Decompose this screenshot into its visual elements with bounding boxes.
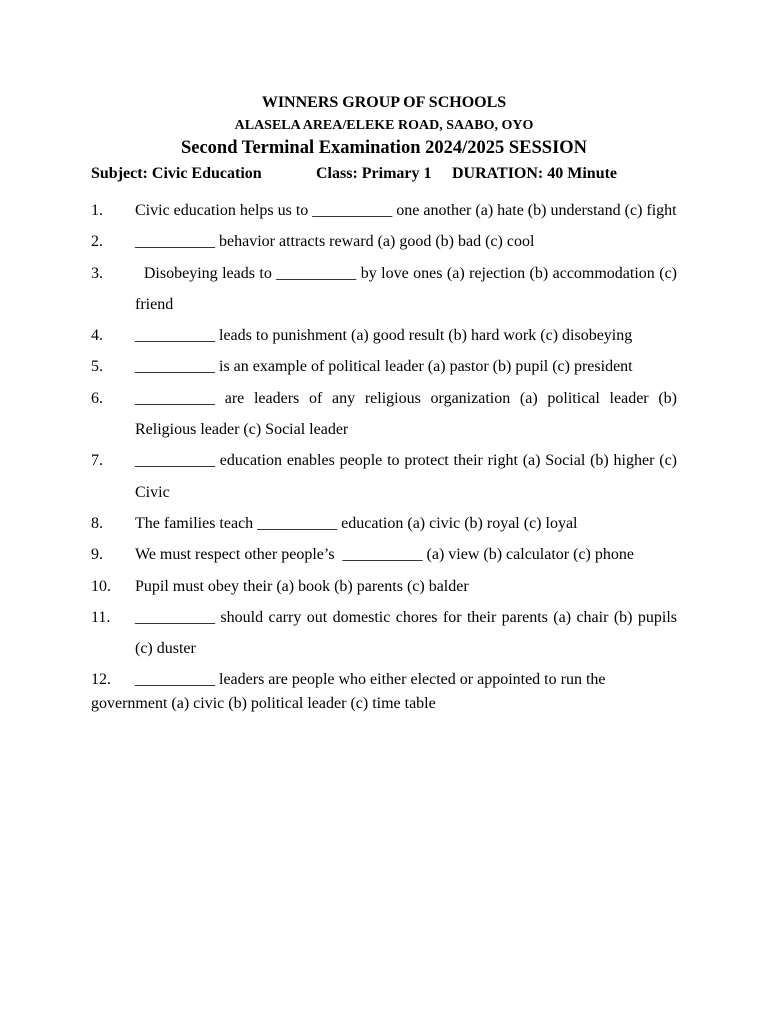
question-number: 2.: [91, 233, 103, 251]
question-text: We must respect other people’s __________ (a) view (b) calculator (c) phone: [135, 546, 634, 564]
question-item: [91, 571, 677, 602]
question-item: [91, 445, 677, 508]
question-number: 7.: [91, 452, 103, 470]
question-item: [91, 508, 677, 539]
question-number: 11.: [91, 608, 111, 626]
question-number: 10.: [91, 577, 111, 595]
question-text: __________ leads to punishment (a) good result (b) hard work (c) disobeying: [135, 327, 633, 345]
question-number: 8.: [91, 514, 103, 532]
question-text: __________ education enables people to protect their right (a) Social (b) higher (c) Civic: [135, 452, 677, 501]
question-text: __________ leaders are people who either elected or appointed to run the government (a) civic (b) political leader (c) time table: [91, 671, 606, 712]
question-text: __________ should carry out domestic chores for their parents (a) chair (b) pupils (c) duster: [135, 608, 677, 658]
question-text: __________ behavior attracts reward (a) good (b) bad (c) cool: [135, 233, 535, 251]
question-item: [91, 195, 677, 226]
question-text: __________ is an example of political leader (a) pastor (b) pupil (c) president: [135, 358, 633, 376]
duration-label: DURATION: 40 Minute: [452, 165, 618, 182]
question-item: [91, 383, 677, 446]
question-text: __________ are leaders of any religious organization (a) political leader (b) Religious leader (c) Social leader: [135, 389, 677, 439]
school-name: WINNERS GROUP OF SCHOOLS: [261, 94, 507, 111]
question-text: Civic education helps us to __________ one another (a) hate (b) understand (c) fight: [135, 202, 677, 219]
school-address: ALASELA AREA/ELEKE ROAD, SAABO, OYO: [234, 118, 534, 133]
question-item: [91, 539, 677, 570]
exam-title: Second Terminal Examination 2024/2025 SESSION: [180, 138, 588, 158]
question-number: 3.: [91, 264, 103, 282]
question-item: [91, 602, 677, 665]
question-number: 6.: [91, 389, 103, 407]
question-text: Pupil must obey their (a) book (b) parents (c) balder: [135, 577, 469, 595]
class-label: Class: Primary 1: [316, 165, 432, 182]
question-number: 5.: [91, 358, 103, 376]
subject-label: Subject: Civic Education: [91, 165, 262, 182]
question-number: 1.: [91, 202, 103, 219]
question-item: [91, 320, 677, 351]
question-number: 4.: [91, 327, 103, 345]
question-list: [91, 195, 677, 715]
question-item: [91, 258, 677, 321]
question-text: The families teach __________ education (a) civic (b) royal (c) loyal: [135, 514, 578, 532]
question-number: 12.: [91, 671, 111, 689]
question-item: [91, 226, 677, 257]
question-item: [91, 668, 677, 715]
question-number: 9.: [91, 546, 103, 564]
question-text: Disobeying leads to __________ by love ones (a) rejection (b) accommodation (c) friend: [135, 264, 677, 313]
question-item: [91, 351, 677, 382]
